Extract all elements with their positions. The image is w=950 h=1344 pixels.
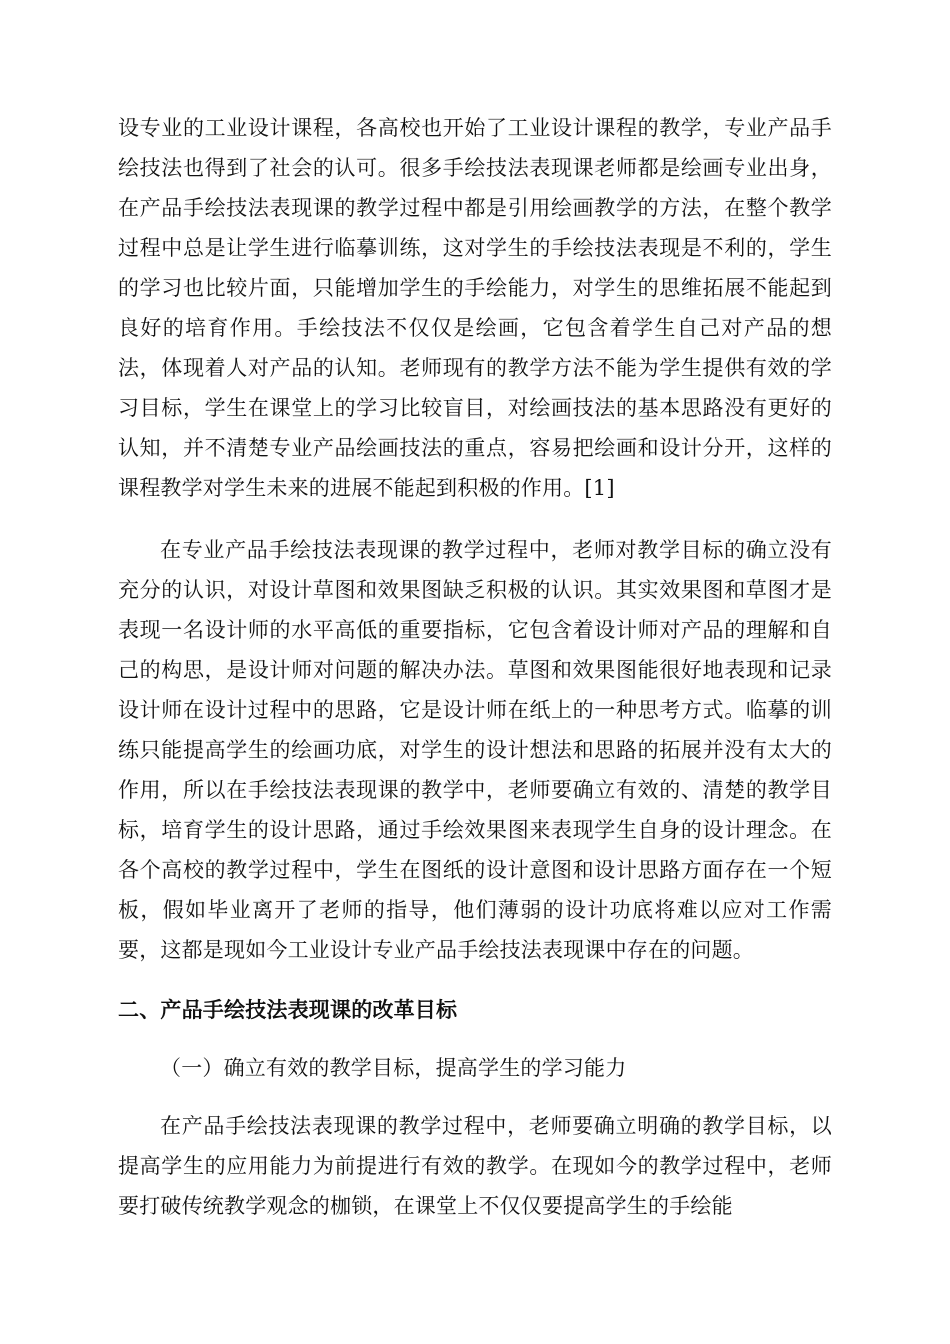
sub-heading: （一）确立有效的教学目标，提高学生的学习能力 bbox=[160, 1056, 627, 1080]
section-heading: 二、产品手绘技法表现课的改革目标 bbox=[118, 997, 458, 1022]
paragraph-teaching-goals: 在专业产品手绘技法表现课的教学过程中，老师对教学目标的确立没有充分的认识，对设计草图和效果图缺乏积极的认识。其实效果图和草图才是表现一名设计师的水平高低的重要指标，它包含着设计师对产品的理解和自己的构思，是设计师对问题的解决办法。草图和效果图能很好地表现和记录设计师在设计过程中的思路，它是设计师在纸上的一种思考方式。临摹的训练只能提高学生的绘画功底，对学生的设计想法和思路的拓展并没有太大的作用，所以在手绘技法表现课的教学中，老师要确立有效的、清楚的教学目标，培育学生的设计思路，通过手绘效果图来表现学生自身的设计理念。在各个高校的教学过程中，学生在图纸的设计意图和设计思路方面存在一个短板，假如毕业离开了老师的指导，他们薄弱的设计功底将难以应对工作需要，这都是现如今工业设计专业产品手绘技法表现课中存在的问题。 bbox=[118, 538, 832, 962]
paragraph-reform: 在产品手绘技法表现课的教学过程中，老师要确立明确的教学目标，以提高学生的应用能力为前提进行有效的教学。在现如今的教学过程中，老师要打破传统教学观念的枷锁，在课堂上不仅仅要提高学生的手绘能 bbox=[118, 1114, 832, 1218]
paragraph-continuation: 设专业的工业设计课程，各高校也开始了工业设计课程的教学，专业产品手绘技法也得到了社会的认可。很多手绘技法表现课老师都是绘画专业出身，在产品手绘技法表现课的教学过程中都是引用绘画教学的方法，在整个教学过程中总是让学生进行临摹训练，这对学生的手绘技法表现是不利的，学生的学习也比较片面，只能增加学生的手绘能力，对学生的思维拓展不能起到良好的培育作用。手绘技法不仅仅是绘画，它包含着学生自己对产品的想法，体现着人对产品的认知。老师现有的教学方法不能为学生提供有效的学习目标，学生在课堂上的学习比较盲目，对绘画技法的基本思路没有更好的认知，并不清楚专业产品绘画技法的重点，容易把绘画和设计分开，这样的课程教学对学生未来的进展不能起到积极的作用。[1] bbox=[118, 116, 832, 500]
document-body bbox=[118, 108, 832, 1226]
